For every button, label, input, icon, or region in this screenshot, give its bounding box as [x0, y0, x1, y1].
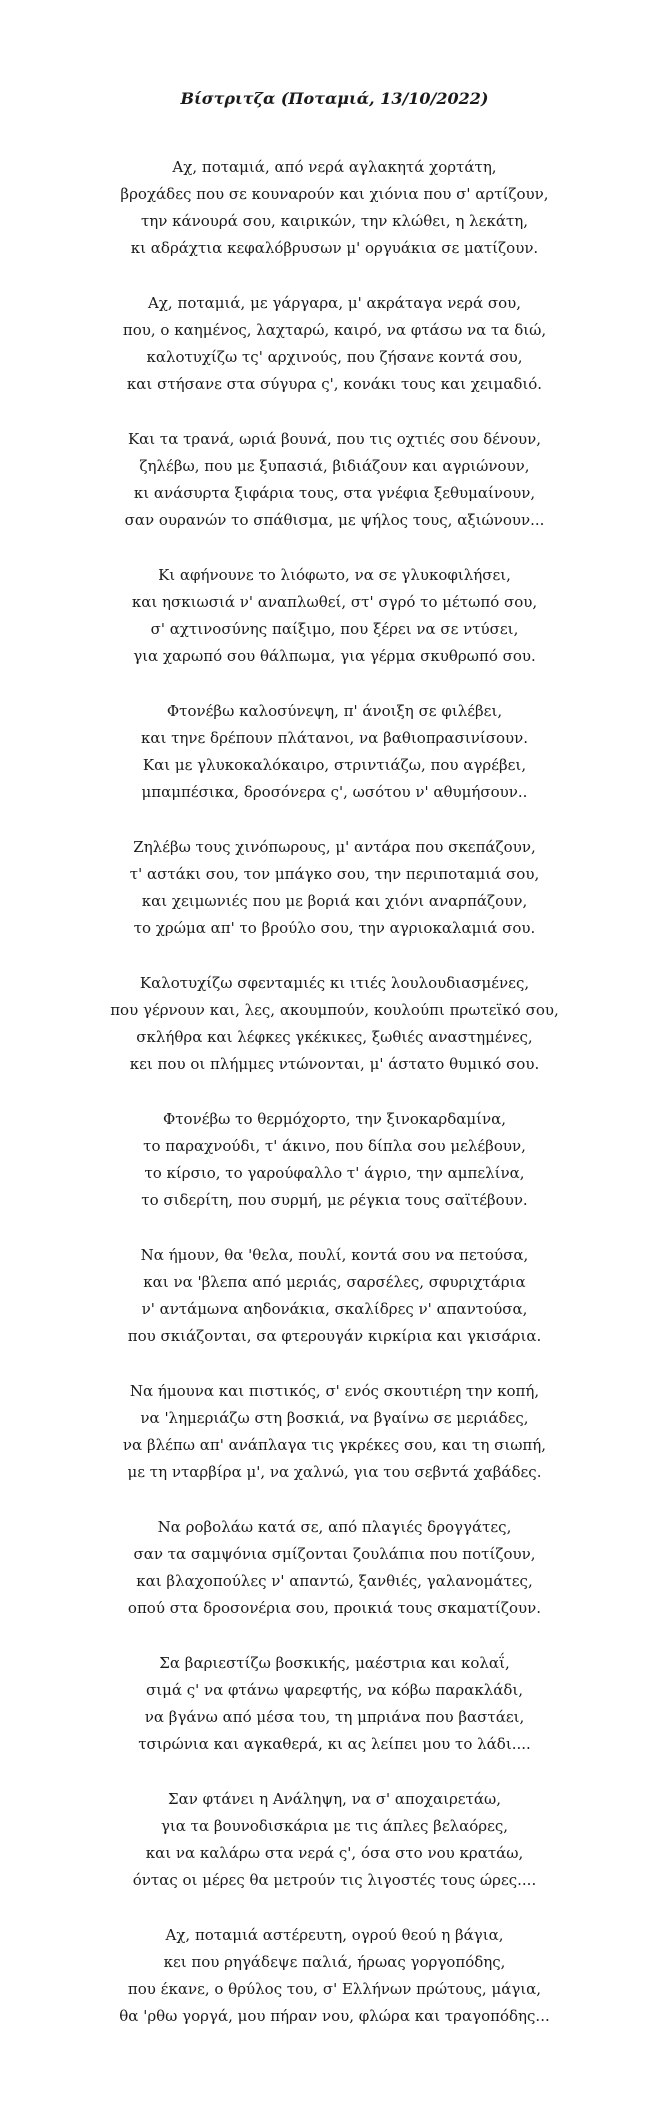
verse-line: ν' αντάμωνα αηδονάκια, σκαλίδρες ν' απαντούσα, — [141, 1300, 528, 1318]
stanza — [0, 1922, 669, 2030]
verse-line: βροχάδες που σε κουναρούν και χιόνια που σ' αρτίζουν, — [120, 185, 549, 203]
verse-line: και στήσανε στα σύγυρα ς', κονάκι τους και χειμαδιό. — [126, 375, 543, 393]
verse-line: και να 'βλεπα από μεριάς, σαρσέλες, σφυριχτάρια — [143, 1273, 526, 1291]
verse-line: Αχ, ποταμιά, με γάργαρα, μ' ακράταγα νερά σου, — [148, 294, 521, 312]
verse-line: και βλαχοπούλες ν' απαντώ, ξανθιές, γαλανομάτες, — [136, 1572, 533, 1590]
verse-line: τσιρώνια και αγκαθερά, κι ας λείπει μου το λάδι.... — [138, 1735, 531, 1753]
verse-line: να 'λημεριάζω στη βοσκιά, να βγαίνω σε μεριάδες, — [140, 1409, 529, 1427]
verse-line: οπού στα δροσονέρια σου, προικιά τους σκαματίζουν. — [127, 1599, 542, 1617]
verse-line: κι ανάσυρτα ξιφάρια τους, στα γνέφια ξεθυμαίνουν, — [133, 484, 536, 502]
stanza — [0, 1650, 669, 1758]
stanza — [0, 970, 669, 1078]
verse-line: Να ήμουνα και πιστικός, σ' ενός σκουτιέρη την κοπή, — [129, 1382, 540, 1400]
verse-line: και τηνε δρέπουν πλάτανοι, να βαθιοπρασινίσουν. — [140, 729, 529, 747]
verse-line: Καλοτυχίζω σφενταμιές κι ιτιές λουλουδιασμένες, — [139, 974, 530, 992]
verse-line: Ζηλέβω τους χινόπωρους, μ' αντάρα που σκεπάζουν, — [133, 838, 536, 856]
poem-body — [0, 154, 669, 2030]
stanza — [0, 426, 669, 534]
verse-line: σαν τα σαμψόνια σμίζονται ζουλάπια που ποτίζουν, — [133, 1545, 536, 1563]
verse-line: Φτονέβω το θερμόχορτο, την ξινοκαρδαμίνα, — [162, 1110, 507, 1128]
verse-line: σκλήθρα και λέφκες γκέκικες, ξωθιές αναστημένες, — [136, 1028, 533, 1046]
verse-line: τ' αστάκι σου, τον μπάγκο σου, την περιποταμιά σου, — [129, 865, 540, 883]
verse-line: που σκιάζονται, σα φτερουγάν κιρκίρια και γκισάρια. — [127, 1327, 542, 1345]
verse-line: θα 'ρθω γοργά, μου πήραν νου, φλώρα και τραγοπόδης... — [119, 2007, 550, 2025]
verse-line: Αχ, ποταμιά αστέρευτη, ογρού θεού η βάγια, — [165, 1926, 504, 1944]
verse-line: την κάνουρά σου, καιρικών, την κλώθει, η λεκάτη, — [140, 212, 529, 230]
stanza — [0, 698, 669, 806]
verse-line: το κίρσιο, το γαρούφαλλο τ' άγριο, την αμπελίνα, — [144, 1164, 525, 1182]
verse-line: να βλέπω απ' ανάπλαγα τις γκρέκες σου, και τη σιωπή, — [122, 1436, 547, 1454]
verse-line: Να ήμουν, θα 'θελα, πουλί, κοντά σου να πετούσα, — [140, 1246, 529, 1264]
verse-line: και να καλάρω στα νερά ς', όσα στο νου κρατάω, — [145, 1844, 524, 1862]
verse-line: να βγάνω από μέσα του, τη μπριάνα που βαστάει, — [144, 1708, 525, 1726]
verse-line: και ησκιωσιά ν' αναπλωθεί, στ' σγρό το μέτωπό σου, — [131, 593, 538, 611]
verse-line: κι αδράχτια κεφαλόβρυσων μ' οργυάκια σε ματίζουν. — [130, 239, 539, 257]
verse-line: Να ροβολάω κατά σε, από πλαγιές δρογγάτες, — [157, 1518, 512, 1536]
verse-line: Σαν φτάνει η Ανάληψη, να σ' αποχαιρετάω, — [168, 1790, 501, 1808]
verse-line: κει που ρηγάδεψε παλιά, ήρωας γοργοπόδης, — [163, 1953, 506, 1971]
verse-line: που έκανε, ο θρύλος του, σ' Ελλήνων πρώτους, μάγια, — [127, 1980, 542, 1998]
verse-line: Αχ, ποταμιά, από νερά αγλακητά χορτάτη, — [172, 158, 497, 176]
verse-line: όντας οι μέρες θα μετρούν τις λιγοστές τους ώρες.... — [132, 1871, 537, 1889]
verse-line: κει που οι πλήμμες ντώνονται, μ' άστατο θυμικό σου. — [129, 1055, 540, 1073]
stanza — [0, 154, 669, 262]
poem-title: Βίστριτζα (Ποταμιά, 13/10/2022) — [180, 89, 489, 108]
verse-line: Και τα τρανά, ωριά βουνά, που τις οχτιές σου δένουν, — [127, 430, 542, 448]
verse-line: σιμά ς' να φτάνω ψαρεφτής, να κόβω παρακλάδι, — [145, 1681, 524, 1699]
verse-line: το σιδερίτη, που συρμή, με ρέγκια τους σαϊτέβουν. — [141, 1191, 528, 1209]
verse-line: για τα βουνοδισκάρια με τις άπλες βελαόρες, — [160, 1817, 509, 1835]
verse-line: και χειμωνιές που με βοριά και χιόνι αναρπάζουν, — [141, 892, 528, 910]
verse-line: για χαρωπό σου θάλπωμα, για γέρμα σκυθρωπό σου. — [133, 647, 536, 665]
verse-line: το παραχνούδι, τ' άκινο, που δίπλα σου μελέβουν, — [143, 1137, 526, 1155]
stanza — [0, 834, 669, 942]
verse-line: το χρώμα απ' το βρούλο σου, την αγριοκαλαμιά σου. — [133, 919, 536, 937]
verse-line: με τη νταρβίρα μ', να χαλνώ, για του σεβντά χαβάδες. — [127, 1463, 542, 1481]
stanza — [0, 290, 669, 398]
verse-line: ζηλέβω, που με ξυπασιά, βιδιάζουν και αγριώνουν, — [139, 457, 530, 475]
verse-line: Σα βαριεστίζω βοσκικής, μαέστρια και κολαΐ, — [159, 1654, 510, 1672]
stanza — [0, 1378, 669, 1486]
verse-line: που γέρνουν και, λες, ακουμπούν, κουλούπι πρωτεϊκό σου, — [110, 1001, 559, 1019]
stanza — [0, 1514, 669, 1622]
verse-line: που, ο καημένος, λαχταρώ, καιρό, να φτάσω να τα διώ, — [122, 321, 547, 339]
verse-line: Και με γλυκοκαλόκαιρο, στριντιάζω, που αγρέβει, — [142, 756, 527, 774]
stanza — [0, 1242, 669, 1350]
verse-line: καλοτυχίζω τς' αρχινούς, που ζήσανε κοντά σου, — [146, 348, 523, 366]
stanza — [0, 1786, 669, 1894]
stanza — [0, 1106, 669, 1214]
verse-line: σ' αχτινοσύνης παίξιμο, που ξέρει να σε ντύσει, — [150, 620, 519, 638]
stanza — [0, 562, 669, 670]
verse-line: Κι αφήνουνε το λιόφωτο, να σε γλυκοφιλήσει, — [158, 566, 511, 584]
verse-line: Φτονέβω καλοσύνεψη, π' άνοιξη σε φιλέβει, — [166, 702, 503, 720]
verse-line: σαν ουρανών το σπάθισμα, με ψήλος τους, αξιώνουν... — [124, 511, 545, 529]
verse-line: μπαμπέσικα, δροσόνερα ς', ωσότου ν' αθυμήσουν.. — [141, 783, 528, 801]
